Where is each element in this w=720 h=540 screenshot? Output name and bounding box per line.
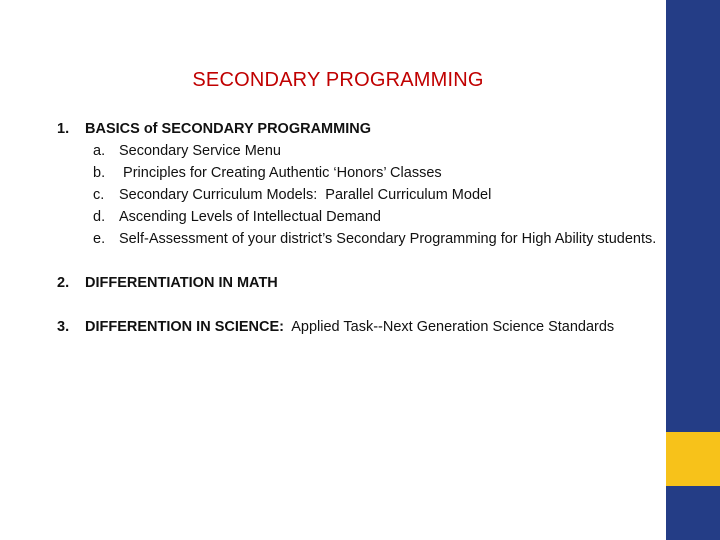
sub-item-text: Ascending Levels of Intellectual Demand: [119, 209, 381, 225]
sidebar-gold-band: [666, 432, 720, 486]
sidebar-blue-bottom: [666, 486, 720, 540]
spacer: [57, 294, 657, 316]
item-number: 3.: [57, 319, 70, 335]
sub-item-letter: a.: [93, 143, 106, 159]
sub-item-text: Self-Assessment of your district’s Secondary Programming for High Ability students.: [119, 231, 657, 247]
sub-item-b: [57, 162, 657, 184]
sub-item-a: [57, 140, 657, 162]
sub-item-letter: e.: [93, 231, 106, 247]
outline: [57, 118, 657, 338]
item-number: 1.: [57, 121, 70, 137]
item-heading: DIFFERENTIATION IN MATH: [85, 275, 278, 291]
spacer: [57, 250, 657, 272]
sub-item-letter: d.: [93, 209, 106, 225]
sub-item-d: [57, 206, 657, 228]
item-heading: BASICS of SECONDARY PROGRAMMING: [85, 121, 371, 137]
sidebar-blue-top: [666, 0, 720, 432]
item-text: Applied Task--Next Generation Science Standards: [283, 319, 615, 335]
sub-item-letter: c.: [93, 187, 105, 203]
item-number: 2.: [57, 275, 70, 291]
outline-item-3: [57, 316, 657, 338]
item-heading: DIFFERENTION IN SCIENCE:: [85, 319, 284, 335]
sub-item-c: [57, 184, 657, 206]
outline-item-2: [57, 272, 657, 294]
slide-title: SECONDARY PROGRAMMING: [192, 69, 484, 91]
sub-item-letter: b.: [93, 165, 106, 181]
outline-item-1: [57, 118, 657, 140]
sub-item-e: [57, 228, 657, 250]
sub-item-text: Principles for Creating Authentic ‘Honors’ Classes: [119, 165, 442, 181]
sub-item-text: Secondary Curriculum Models: Parallel Curriculum Model: [119, 187, 492, 203]
sub-item-text: Secondary Service Menu: [119, 143, 281, 159]
